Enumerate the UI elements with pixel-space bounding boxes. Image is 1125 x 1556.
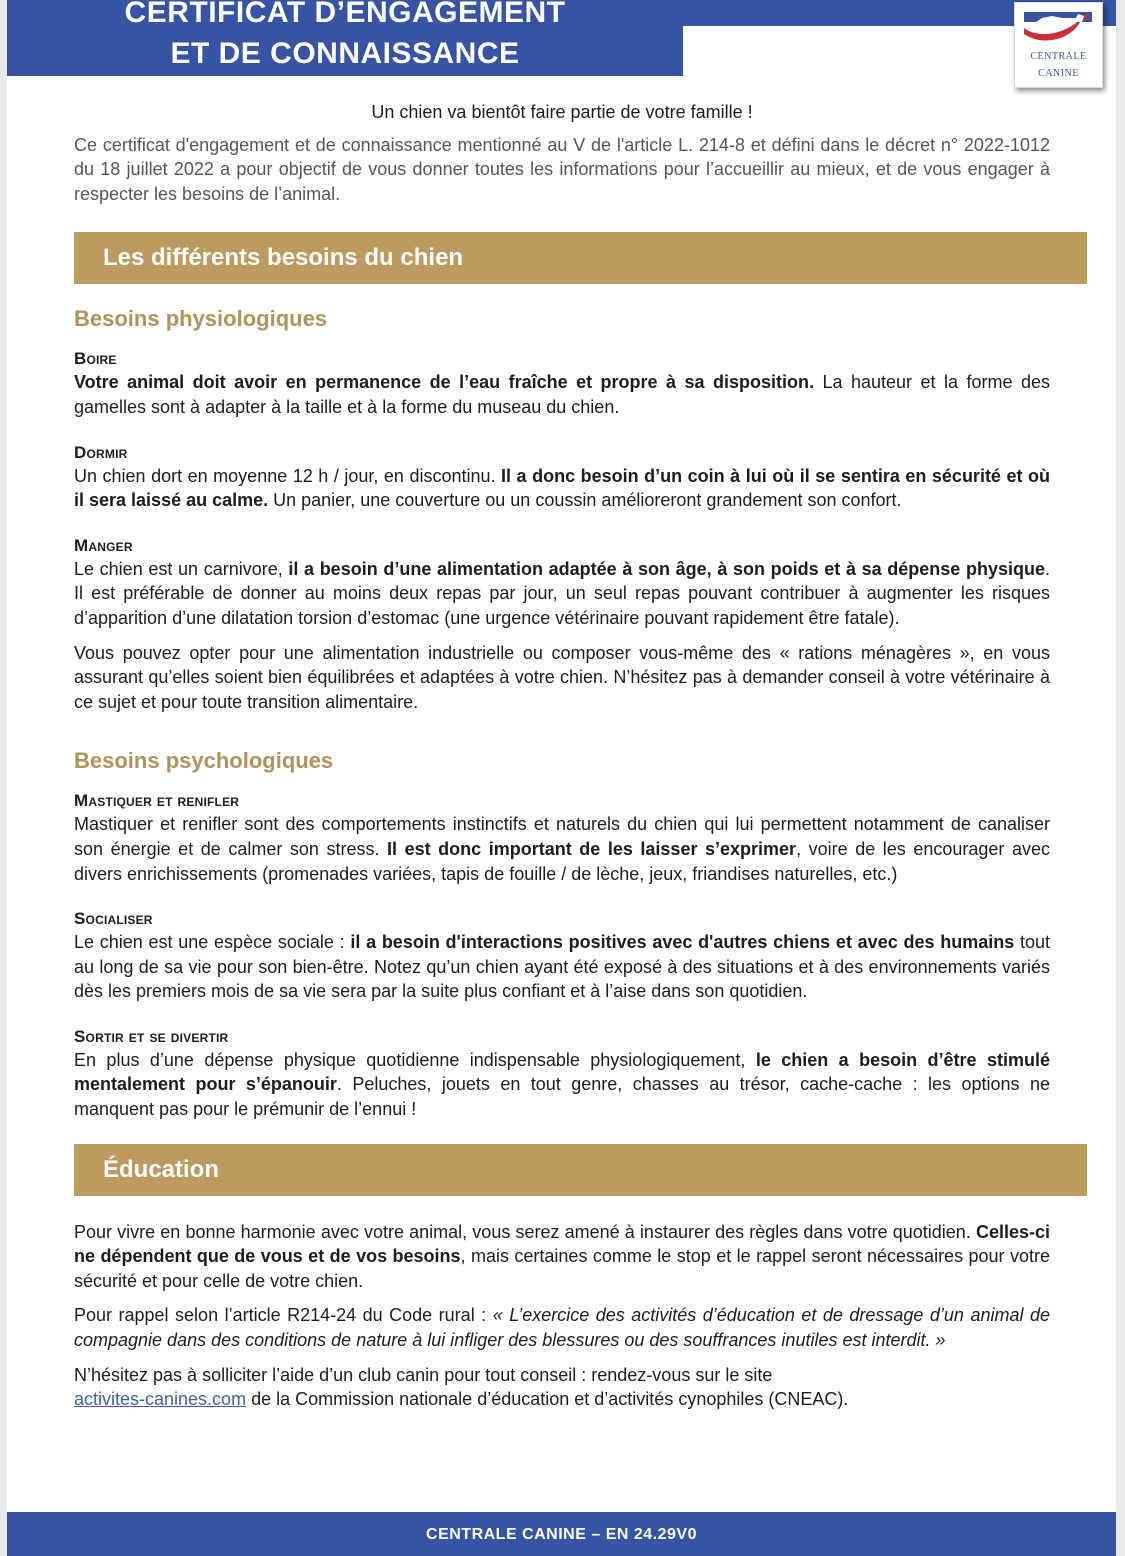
body-text: , voire de les encourager avec divers enrichissements (promenades variées, tapis de fouille / de lèche, jeux, friandises naturelles, etc.)	[74, 838, 1050, 884]
body-text: Le chien est une espèce sociale :	[74, 932, 351, 953]
body-text: , mais certaines comme le stop et le rappel seront nécessaires pour votre sécurité et pour celle de votre chien.	[74, 1246, 1050, 1291]
body-text: Pour vivre en bonne harmonie avec votre animal, vous serez amené à instaurer des règles dans votre quotidien.	[74, 1221, 976, 1242]
body-text: tout au long de sa vie pour son bien-être. Notez qu’un chien ayant été exposé à des situations et à des environnements variés dès les premiers mois de sa vie sera par la suite plus confiant et à l’aise dans son quotidien.	[74, 932, 1050, 1002]
need-heading-manger: Manger	[74, 535, 133, 555]
need-heading-boire: Boire	[74, 349, 117, 369]
need-block-dormir	[74, 442, 1050, 513]
footer-text: CENTRALE CANINE – EN 24.29V0	[426, 1526, 697, 1543]
logo-line-2: canine	[1038, 65, 1079, 80]
bold-text: Il a donc besoin d’un coin à lui où il se sentira en sécurité et où il sera laissé au calme.	[74, 465, 1050, 511]
header-band	[7, 0, 683, 76]
need-heading-dormir: Dormir	[74, 442, 128, 462]
need-block-boire	[74, 348, 1050, 419]
legal-quote: « L’exercice des activités d’éducation et de dressage d’un animal de compagnie dans des conditions de nature à lui infliger des blessures ou des souffrances inutiles est interdit. »	[74, 1305, 1050, 1351]
need-text-socialiser	[74, 930, 1050, 1004]
need-text-dormir	[74, 464, 1050, 513]
body-text: N’hésitez pas à solliciter l’aide d’un club canin pour tout conseil : rendez-vous sur le site	[74, 1364, 773, 1385]
need-block-mastiquer	[74, 790, 1050, 886]
document-title	[7, 0, 683, 74]
need-block-socialiser	[74, 908, 1050, 1004]
lead-sentence: Un chien va bientôt faire partie de votre famille !	[371, 102, 753, 122]
body-text: Le chien est un carnivore,	[74, 558, 289, 579]
need-block-sortir	[74, 1026, 1050, 1122]
bold-text: Il est donc important de les laisser s’exprimer	[387, 838, 797, 859]
logo-wordmark	[1015, 47, 1102, 81]
body-text: Mastiquer et renifler sont des comportements instinctifs et naturels du chien qui lui permettent notamment de canaliser son énergie et de calmer son stress.	[74, 814, 1050, 859]
section-banner-needs: Les différents besoins du chien	[74, 232, 1087, 284]
bold-text: il a besoin d'interactions positives avec d'autres chiens et avec des humains	[350, 932, 1015, 953]
body-text: . Peluches, jouets en tout genre, chasses au trésor, cache-cache : les options ne manquent pas pour le prémunir de l’ennui !	[74, 1074, 1050, 1120]
body-text: . Il est préférable de donner au moins deux repas par jour, un seul repas pouvant contribuer à augmenter les risques d’apparition d’une dilatation torsion d’estomac (une urgence vétérinaire pouvant rapidement être fatale).	[74, 558, 1050, 628]
need-text-sortir	[74, 1048, 1050, 1122]
bold-text: Votre animal doit avoir en permanence de l’eau fraîche et propre à sa disposition.	[74, 372, 815, 393]
need-text-mastiquer	[74, 812, 1050, 886]
subsection-title-physiological: Besoins physiologiques	[74, 306, 328, 332]
section-banner-education: Éducation	[74, 1144, 1087, 1196]
title-line-1: CERTIFICAT D’ENGAGEMENT	[124, 0, 566, 29]
body-text: Un chien dort en moyenne 12 h / jour, en discontinu.	[74, 465, 502, 486]
footer-bar	[7, 1512, 1116, 1556]
education-paragraph-2	[74, 1303, 1050, 1352]
intro-paragraph: Ce certificat d'engagement et de connaissance mentionné au V de l'article L. 214-8 et défini dans le décret n° 2022-1012 du 18 juillet 2022 a pour objectif de vous donner toutes les informations pour l’accueillir au mieux, et de vous engager à respecter les besoins de l’animal.	[74, 134, 1050, 204]
document-body	[74, 100, 1050, 1412]
logo-line-1: centrale	[1030, 48, 1087, 63]
body-text: de la Commission nationale d’éducation et d’activités cynophiles (CNEAC).	[246, 1389, 849, 1410]
body-text: La hauteur et la forme des gamelles sont à adapter à la taille et à la forme du museau du chien.	[74, 372, 1050, 417]
education-paragraph-1	[74, 1220, 1050, 1294]
activites-canines-link[interactable]: activites-canines.com	[74, 1389, 247, 1410]
need-heading-mastiquer: Mastiquer et renifler	[74, 791, 240, 811]
bold-text: Celles-ci ne dépendent que de vous et de vos besoins	[74, 1221, 1050, 1267]
need-text-manger	[74, 557, 1050, 631]
certificate-page	[7, 0, 1116, 1556]
need-heading-sortir: Sortir et se divertir	[74, 1026, 229, 1046]
need-block-manger	[74, 535, 1050, 715]
subsection-title-psychological: Besoins psychologiques	[74, 748, 334, 774]
need-text-manger-2: Vous pouvez opter pour une alimentation industrielle ou composer vous-même des « rations ménagères », en vous assurant qu’elles soient bien équilibrées et adaptées à votre chien. N’hésitez pas à demander conseil à votre vétérinaire à ce sujet et pour toute transition alimentaire.	[74, 642, 1050, 712]
body-text: En plus d’une dépense physique quotidienne indispensable physiologiquement,	[74, 1049, 756, 1070]
dog-silhouette-icon	[1022, 8, 1094, 48]
body-text: Un panier, une couverture ou un coussin amélioreront grandement son confort.	[268, 490, 902, 511]
body-text: Pour rappel selon l’article R214-24 du Code rural :	[74, 1305, 493, 1326]
bold-text: le chien a besoin d’être stimulé mentalement pour s’épanouir	[74, 1049, 1050, 1095]
need-text-boire	[74, 370, 1050, 419]
centrale-canine-logo	[1014, 2, 1103, 88]
need-heading-socialiser: Socialiser	[74, 909, 153, 929]
bold-text: il a besoin d’une alimentation adaptée à son âge, à son poids et à sa dépense physique	[288, 558, 1045, 579]
education-paragraph-3	[74, 1363, 1050, 1412]
title-line-2: ET DE CONNAISSANCE	[170, 37, 520, 70]
